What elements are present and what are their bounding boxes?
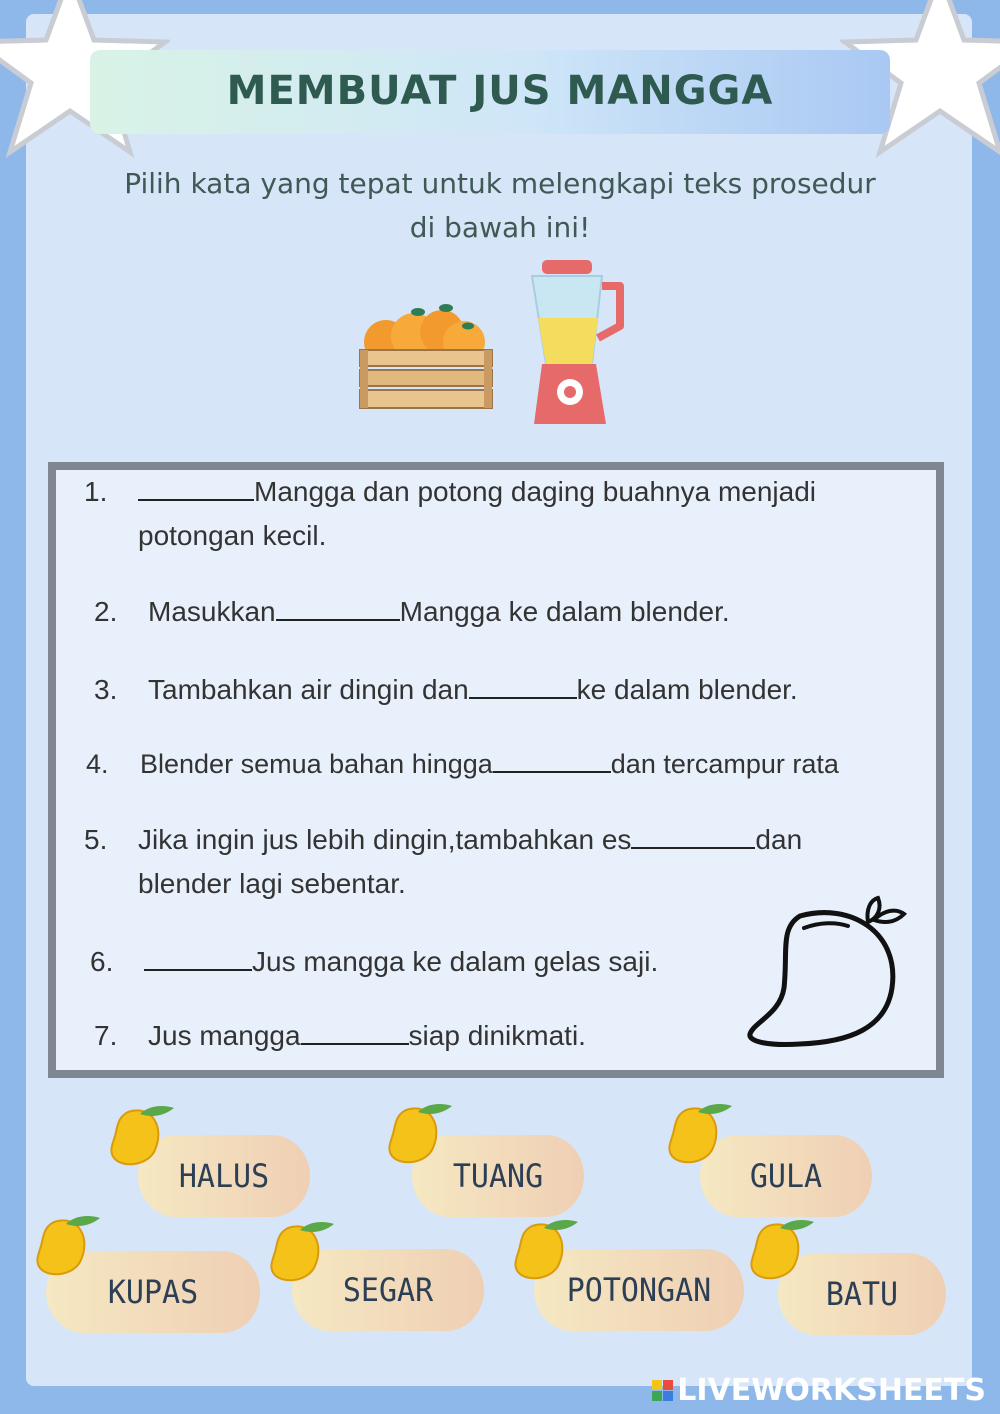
footer-brand: LIVEWORKSHEETS bbox=[677, 1372, 986, 1408]
instruction-line-2: di bawah ini! bbox=[409, 211, 591, 244]
mango-icon bbox=[268, 1218, 338, 1286]
mango-icon bbox=[386, 1100, 456, 1168]
word-label: TUANG bbox=[452, 1157, 544, 1195]
step-text-before: Blender semua bahan hingga bbox=[140, 749, 493, 779]
step-text-before: Jus mangga bbox=[148, 1020, 301, 1051]
word-label: HALUS bbox=[178, 1157, 270, 1195]
word-label: SEGAR bbox=[342, 1271, 434, 1309]
mango-crate-icon bbox=[356, 300, 496, 415]
instruction-line-1: Pilih kata yang tepat untuk melengkapi teks prosedur bbox=[124, 167, 876, 200]
step-text: Mangga dan potong daging buahnya menjadi bbox=[254, 476, 817, 507]
word-label: POTONGAN bbox=[566, 1271, 712, 1309]
mango-icon bbox=[34, 1212, 104, 1280]
step-1 bbox=[84, 470, 816, 514]
mango-icon bbox=[108, 1102, 178, 1170]
liveworksheets-logo bbox=[652, 1372, 986, 1408]
step-1-continuation: potongan kecil. bbox=[138, 520, 327, 551]
step-number: 4. bbox=[86, 749, 109, 779]
step-number: 2. bbox=[94, 596, 118, 627]
step-5 bbox=[84, 818, 802, 862]
step-text: dan tercampur rata bbox=[610, 749, 839, 779]
step-number: 5. bbox=[84, 824, 108, 855]
step-text: Jus mangga ke dalam gelas saji. bbox=[252, 946, 659, 977]
step-5-continuation: blender lagi sebentar. bbox=[138, 868, 406, 899]
step-4 bbox=[86, 742, 839, 786]
step-number: 7. bbox=[94, 1020, 118, 1051]
step-text: ke dalam blender. bbox=[576, 674, 798, 705]
mango-outline-icon bbox=[740, 892, 916, 1058]
answer-blank-6[interactable] bbox=[144, 945, 252, 971]
blender-icon bbox=[520, 256, 632, 432]
step-3 bbox=[94, 668, 798, 712]
answer-blank-4[interactable] bbox=[493, 747, 611, 773]
step-7 bbox=[94, 1014, 586, 1058]
step-2 bbox=[94, 590, 730, 634]
word-label: BATU bbox=[825, 1275, 899, 1313]
answer-blank-5[interactable] bbox=[631, 823, 755, 849]
word-label: GULA bbox=[749, 1157, 823, 1195]
step-text-before: Tambahkan air dingin dan bbox=[148, 674, 469, 705]
step-number: 3. bbox=[94, 674, 118, 705]
answer-blank-7[interactable] bbox=[301, 1019, 409, 1045]
answer-blank-1[interactable] bbox=[138, 475, 254, 501]
liveworksheets-mark-icon bbox=[652, 1380, 673, 1401]
word-label: KUPAS bbox=[107, 1273, 199, 1311]
step-text: Mangga ke dalam blender. bbox=[399, 596, 730, 627]
mango-icon bbox=[666, 1100, 736, 1168]
step-number: 1. bbox=[84, 476, 108, 507]
page-title: MEMBUAT JUS MANGGA bbox=[226, 68, 774, 114]
mango-icon bbox=[512, 1216, 582, 1284]
step-text-before: Jika ingin jus lebih dingin,tambahkan es bbox=[138, 824, 632, 855]
instruction-text bbox=[80, 162, 920, 250]
step-number: 6. bbox=[90, 946, 114, 977]
answer-blank-2[interactable] bbox=[276, 595, 400, 621]
step-6 bbox=[90, 940, 658, 984]
answer-blank-3[interactable] bbox=[469, 673, 577, 699]
step-text: dan bbox=[755, 824, 803, 855]
step-text: siap dinikmati. bbox=[408, 1020, 586, 1051]
step-text-before: Masukkan bbox=[148, 596, 276, 627]
mango-icon bbox=[748, 1216, 818, 1284]
